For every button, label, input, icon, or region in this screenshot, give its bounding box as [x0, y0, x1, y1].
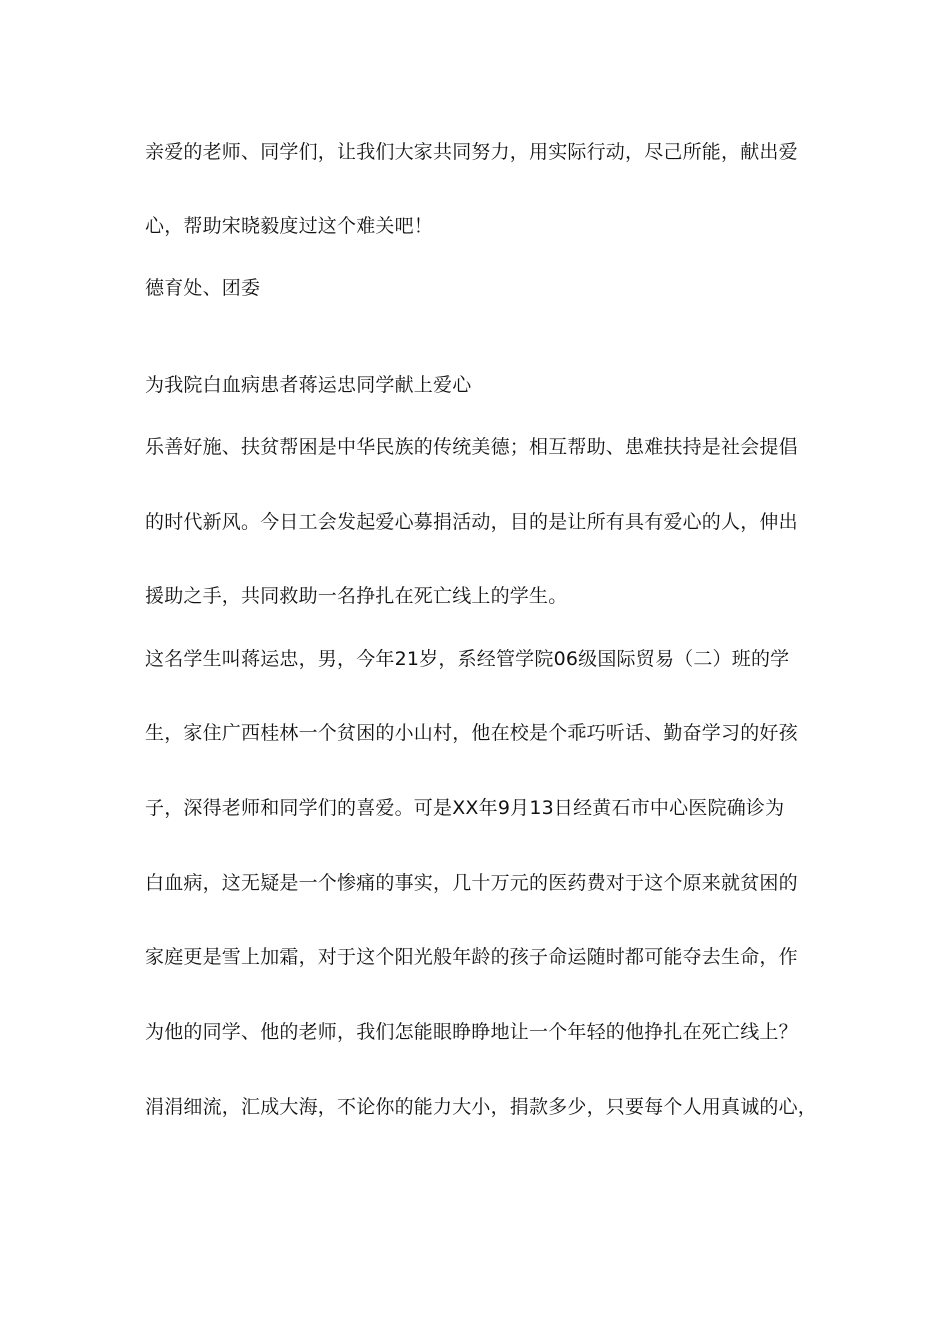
paragraph-intro-line-1: 乐善好施、扶贫帮困是中华民族的传统美德；相互帮助、患难扶持是社会提倡 [145, 436, 798, 458]
signature-department: 德育处、团委 [145, 277, 261, 299]
paragraph-story-line-2: 生，家住广西桂林一个贫困的小山村，他在校是个乖巧听话、勤奋学习的好孩 [145, 722, 798, 744]
section-title: 为我院白血病患者蒋运忠同学献上爱心 [145, 374, 472, 396]
paragraph-story-line-4: 白血病，这无疑是一个惨痛的事实，几十万元的医药费对于这个原来就贫困的 [145, 872, 798, 894]
paragraph-intro-line-3: 援助之手，共同救助一名挣扎在死亡线上的学生。 [145, 585, 568, 607]
paragraph-appeal-line-1: 亲爱的老师、同学们，让我们大家共同努力，用实际行动，尽己所能，献出爱 [145, 141, 798, 163]
paragraph-story-line-6: 为他的同学、他的老师，我们怎能眼睁睁地让一个年轻的他挣扎在死亡线上？ [145, 1021, 798, 1043]
paragraph-story-line-5: 家庭更是雪上加霜，对于这个阳光般年龄的孩子命运随时都可能夺去生命，作 [145, 946, 798, 968]
paragraph-story-line-1: 这名学生叫蒋运忠，男，今年21岁，系经管学院06级国际贸易（二）班的学 [145, 648, 790, 670]
paragraph-story-line-3: 子，深得老师和同学们的喜爱。可是XX年9月13日经黄石市中心医院确诊为 [145, 797, 785, 819]
paragraph-appeal-line-2: 心，帮助宋晓毅度过这个难关吧！ [145, 215, 434, 237]
paragraph-intro-line-2: 的时代新风。今日工会发起爱心募捐活动，目的是让所有具有爱心的人，伸出 [145, 511, 798, 533]
paragraph-call-line-1: 涓涓细流，汇成大海，不论你的能力大小，捐款多少，只要每个人用真诚的心， [145, 1096, 818, 1118]
